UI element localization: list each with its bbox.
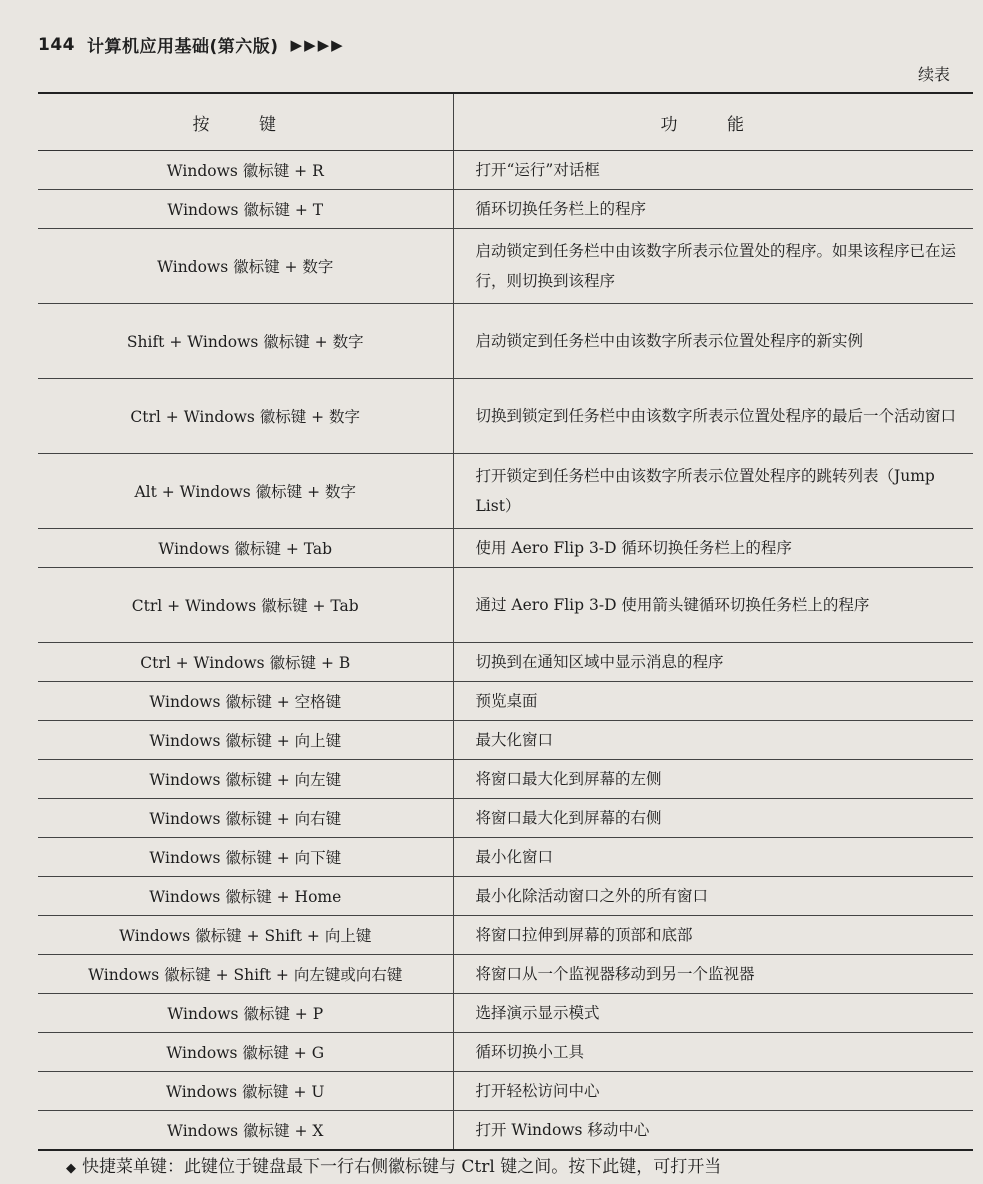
function-description-cell: 将窗口从一个监视器移动到另一个监视器: [453, 955, 973, 994]
function-description-cell: 通过 Aero Flip 3-D 使用箭头键循环切换任务栏上的程序: [453, 568, 973, 643]
table-row: [38, 838, 973, 877]
diamond-bullet-icon: ◆: [66, 1161, 76, 1176]
shortcut-key-cell: Windows 徽标键 + 向左键: [38, 760, 453, 799]
table-row: [38, 529, 973, 568]
shortcut-key-cell: Windows 徽标键 + U: [38, 1072, 453, 1111]
paragraph-text: 快捷菜单键：此键位于键盘最下一行右侧徽标键与 Ctrl 键之间。按下此键，可打开当: [82, 1157, 722, 1177]
table-row: [38, 304, 973, 379]
shortcut-key-cell: Windows 徽标键 + Tab: [38, 529, 453, 568]
function-description-cell: 选择演示显示模式: [453, 994, 973, 1033]
function-description-cell: 预览桌面: [453, 682, 973, 721]
shortcut-key-cell: Windows 徽标键 + G: [38, 1033, 453, 1072]
table-row: [38, 877, 973, 916]
table-row: [38, 799, 973, 838]
shortcut-key-cell: Windows 徽标键 + 数字: [38, 229, 453, 304]
table-row: [38, 760, 973, 799]
function-description-cell: 启动锁定到任务栏中由该数字所表示位置处的程序。如果该程序已在运行，则切换到该程序: [453, 229, 973, 304]
function-description-cell: 最大化窗口: [453, 721, 973, 760]
table-row: [38, 229, 973, 304]
column-header-key: 按 键: [38, 93, 453, 151]
function-description-cell: 启动锁定到任务栏中由该数字所表示位置处程序的新实例: [453, 304, 973, 379]
column-header-function: 功 能: [453, 93, 973, 151]
function-description-cell: 最小化除活动窗口之外的所有窗口: [453, 877, 973, 916]
shortcut-key-cell: Windows 徽标键 + Shift + 向左键或向右键: [38, 955, 453, 994]
shortcut-key-cell: Ctrl + Windows 徽标键 + 数字: [38, 379, 453, 454]
function-description-cell: 打开轻松访问中心: [453, 1072, 973, 1111]
table-header-row: [38, 93, 973, 151]
table-row: [38, 568, 973, 643]
page-number: 144: [38, 34, 75, 55]
table-row: [38, 721, 973, 760]
function-description-cell: 切换到锁定到任务栏中由该数字所表示位置处程序的最后一个活动窗口: [453, 379, 973, 454]
table-row: [38, 643, 973, 682]
shortcut-key-cell: Windows 徽标键 + P: [38, 994, 453, 1033]
table-row: [38, 994, 973, 1033]
header-arrows-icon: ▶▶▶▶: [290, 35, 345, 54]
table-row: [38, 379, 973, 454]
function-description-cell: 将窗口最大化到屏幕的左侧: [453, 760, 973, 799]
table-row: [38, 151, 973, 190]
function-description-cell: 使用 Aero Flip 3-D 循环切换任务栏上的程序: [453, 529, 973, 568]
shortcut-key-cell: Alt + Windows 徽标键 + 数字: [38, 454, 453, 529]
table-row: [38, 1033, 973, 1072]
shortcut-key-cell: Shift + Windows 徽标键 + 数字: [38, 304, 453, 379]
table-row: [38, 955, 973, 994]
table-row: [38, 1111, 973, 1151]
table-row: [38, 916, 973, 955]
table-row: [38, 454, 973, 529]
table-body: [38, 151, 973, 1151]
table-row: [38, 190, 973, 229]
function-description-cell: 循环切换任务栏上的程序: [453, 190, 973, 229]
shortcut-key-cell: Windows 徽标键 + R: [38, 151, 453, 190]
shortcut-key-cell: Windows 徽标键 + T: [38, 190, 453, 229]
shortcut-key-cell: Ctrl + Windows 徽标键 + Tab: [38, 568, 453, 643]
shortcut-key-cell: Windows 徽标键 + X: [38, 1111, 453, 1151]
page-header: [38, 32, 345, 57]
shortcut-keys-table: [38, 92, 973, 1151]
function-description-cell: 最小化窗口: [453, 838, 973, 877]
shortcut-key-cell: Windows 徽标键 + Shift + 向上键: [38, 916, 453, 955]
book-title: 计算机应用基础(第六版): [87, 37, 279, 57]
shortcut-key-cell: Windows 徽标键 + 空格键: [38, 682, 453, 721]
table-row: [38, 1072, 973, 1111]
continued-table-label: 续表: [918, 65, 951, 84]
body-paragraph: [66, 1152, 721, 1177]
function-description-cell: 打开锁定到任务栏中由该数字所表示位置处程序的跳转列表（Jump List）: [453, 454, 973, 529]
function-description-cell: 切换到在通知区域中显示消息的程序: [453, 643, 973, 682]
function-description-cell: 循环切换小工具: [453, 1033, 973, 1072]
shortcut-key-cell: Windows 徽标键 + 向上键: [38, 721, 453, 760]
shortcut-key-cell: Windows 徽标键 + 向下键: [38, 838, 453, 877]
function-description-cell: 将窗口最大化到屏幕的右侧: [453, 799, 973, 838]
table-row: [38, 682, 973, 721]
function-description-cell: 打开“运行”对话框: [453, 151, 973, 190]
function-description-cell: 将窗口拉伸到屏幕的顶部和底部: [453, 916, 973, 955]
function-description-cell: 打开 Windows 移动中心: [453, 1111, 973, 1151]
shortcut-key-cell: Windows 徽标键 + Home: [38, 877, 453, 916]
shortcut-key-cell: Ctrl + Windows 徽标键 + B: [38, 643, 453, 682]
shortcut-key-cell: Windows 徽标键 + 向右键: [38, 799, 453, 838]
